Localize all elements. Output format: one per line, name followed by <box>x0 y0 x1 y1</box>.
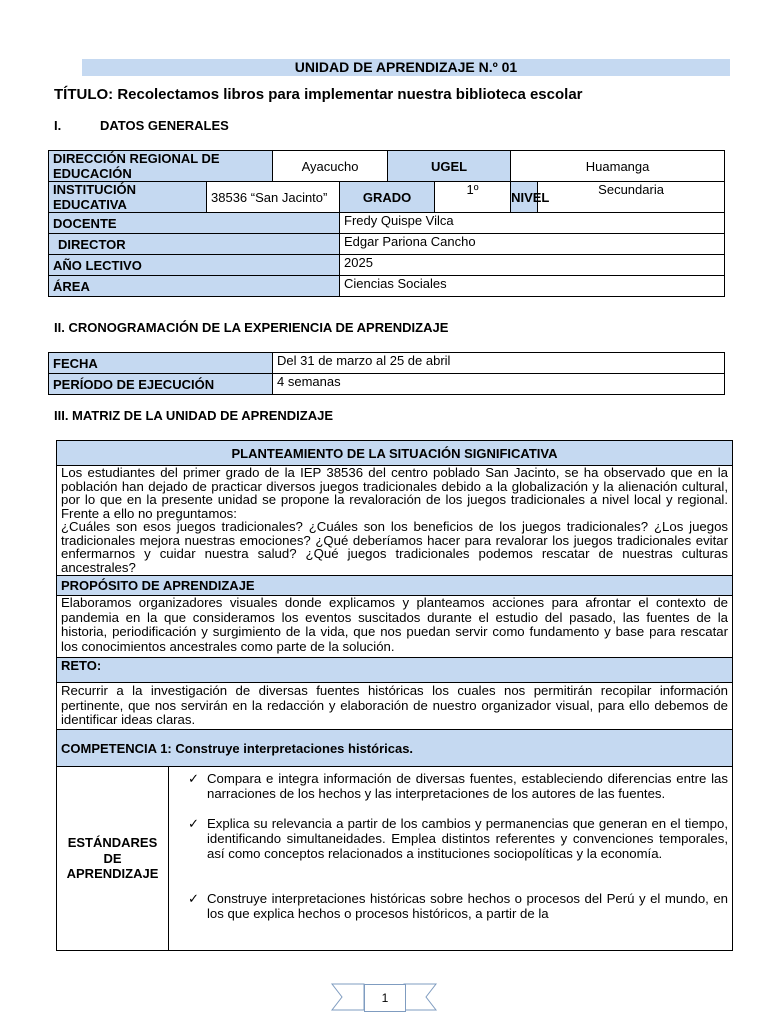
direccion-value: Ayacucho <box>273 151 388 182</box>
periodo-label: PERÍODO DE EJECUCIÓN <box>49 374 273 395</box>
planteamiento-header: PLANTEAMIENTO DE LA SITUACIÓN SIGNIFICATIVA <box>57 441 733 466</box>
estandar-item-1 <box>173 771 728 801</box>
reto-text: Recurrir a la investigación de diversas fuentes históricas los cuales nos permitirán recopilar información pertinente, que nos servirán en la redacción y elaboración de nuestro organizador visual, para ello debemos de identificar ideas claras. <box>57 683 733 730</box>
planteamiento-cell <box>57 466 733 576</box>
estandar-item-2 <box>173 816 728 861</box>
estandar-item-3 <box>173 891 728 921</box>
check-mark-icon: ✓ <box>188 891 200 906</box>
estandares-cell <box>169 767 733 951</box>
section-3-heading: III. MATRIZ DE LA UNIDAD DE APRENDIZAJE <box>54 408 334 423</box>
section-1-number: I. <box>54 118 62 133</box>
anio-label: AÑO LECTIVO <box>49 255 340 276</box>
planteamiento-questions: ¿Cuáles son esos juegos tradicionales? ¿Cuáles son los beneficios de los juegos tradicionales? ¿Los juegos tradicionales mejora nuestras emociones? ¿Qué deberíamos hacer para revalorar los juegos tradicionales evitar enfermarnos y cuidar nuestra salud? ¿Qué juegos tradicionales podemos rescatar de nuestras culturas ancestrales? <box>61 519 728 575</box>
estandar-text-2: Explica su relevancia a partir de los cambios y permanencias que generan en el tiempo, identificando simultaneidades. Emplea distintos referentes y convenciones temporales, así como conceptos relacionados a instituciones sociopolíticas y la economía. <box>207 816 728 861</box>
fecha-label: FECHA <box>49 353 273 374</box>
section-1-heading <box>54 118 229 134</box>
ugel-value: Huamanga <box>511 151 725 182</box>
unit-title: UNIDAD DE APRENDIZAJE N.º 01 <box>82 59 730 76</box>
direccion-label: DIRECCIÓN REGIONAL DE EDUCACIÓN <box>49 151 273 182</box>
grado-label: GRADO <box>340 182 435 213</box>
estandar-text-1: Compara e integra información de diversas fuentes, estableciendo diferencias entre las narraciones de los hechos y las interpretaciones de los autores de las fuentes. <box>207 771 728 801</box>
proposito-header: PROPÓSITO DE APRENDIZAJE <box>57 576 733 596</box>
check-mark-icon: ✓ <box>188 816 200 831</box>
page-number: 1 <box>364 984 406 1012</box>
reto-header: RETO: <box>57 658 733 683</box>
anio-value: 2025 <box>340 255 725 276</box>
competencia-header: COMPETENCIA 1: Construye interpretaciones históricas. <box>57 730 733 767</box>
director-label: DIRECTOR <box>49 234 340 255</box>
proposito-text: Elaboramos organizadores visuales donde explicamos y planteamos acciones para afrontar el contexto de pandemia en la que consideramos los eventos suscitados durante el estudio del pasado, las fuentes de la historia, periodificación y surgimiento de la vida, que nos puedan servir como fundamento y base para rescatar los conocimientos ancestrales como parte de la solución. <box>57 596 733 658</box>
planteamiento-text: Los estudiantes del primer grado de la IEP 38536 del centro poblado San Jacinto, se ha observado que en la población han dejado de practicar diversos juegos tradicionales debido a la globalización y la alienación cultural, por lo que en la presente unidad se propone la revaloración de los juegos tradicionales a nivel local y regional. Frente a ello no preguntamos: <box>61 465 728 521</box>
fecha-value: Del 31 de marzo al 25 de abril <box>273 353 725 374</box>
nivel-label: NIVEL <box>511 182 538 213</box>
docente-value: Fredy Quispe Vilca <box>340 213 725 234</box>
estandar-text-3: Construye interpretaciones históricas sobre hechos o procesos del Perú y el mundo, en los que explica hechos o procesos históricos, a partir de la <box>207 891 728 921</box>
institucion-label: INSTITUCIÓN EDUCATIVA <box>49 182 207 213</box>
title-text: Recolectamos libros para implementar nuestra biblioteca escolar <box>117 86 583 103</box>
section-1-title: DATOS GENERALES <box>100 118 229 133</box>
area-value: Ciencias Sociales <box>340 276 725 297</box>
title-prefix: TÍTULO: <box>54 86 114 103</box>
nivel-value: Secundaria <box>538 182 725 213</box>
estandares-label: ESTÁNDARES DE APRENDIZAJE <box>57 767 169 951</box>
cronograma-table <box>48 352 725 395</box>
check-mark-icon: ✓ <box>188 771 200 786</box>
grado-value: 1º <box>435 182 511 213</box>
ugel-label: UGEL <box>388 151 511 182</box>
area-label: ÁREA <box>49 276 340 297</box>
datos-generales-table <box>48 150 725 297</box>
document-title <box>54 86 583 104</box>
matriz-table <box>56 440 733 951</box>
docente-label: DOCENTE <box>49 213 340 234</box>
section-2-heading: II. CRONOGRAMACIÓN DE LA EXPERIENCIA DE APRENDIZAJE <box>54 320 449 335</box>
periodo-value: 4 semanas <box>273 374 725 395</box>
institucion-value: 38536 “San Jacinto” <box>207 182 340 213</box>
director-value: Edgar Pariona Cancho <box>340 234 725 255</box>
estandares-list <box>173 771 728 921</box>
